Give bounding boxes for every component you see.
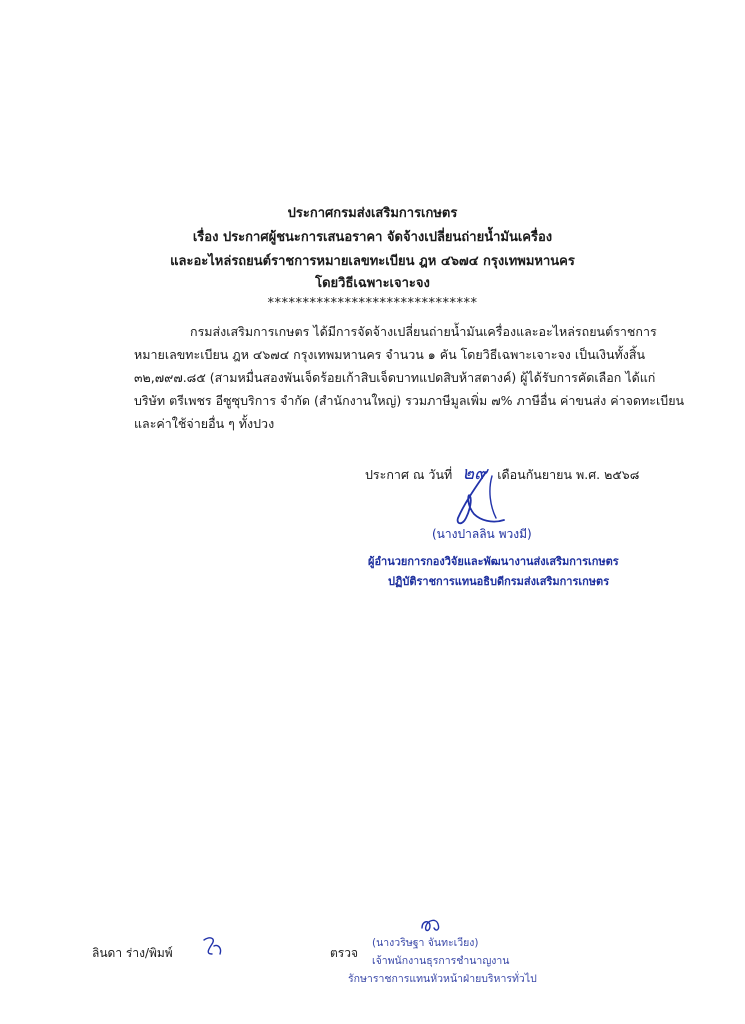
checker-label: ตรวจ bbox=[330, 946, 359, 960]
date-prefix: ประกาศ ณ วันที่ bbox=[365, 467, 453, 482]
date-suffix: เดือนกันยายน พ.ศ. ๒๕๖๘ bbox=[497, 467, 640, 482]
checker-name: (นางวริษฐา จันทะเวียง) bbox=[372, 937, 479, 949]
header-line-4: โดยวิธีเฉพาะเจาะจง bbox=[315, 276, 430, 291]
drafter-initial-mark bbox=[200, 934, 226, 958]
header-line-2: เรื่อง ประกาศผู้ชนะการเสนอราคา จัดจ้างเปลี่ยนถ่ายน้ำมันเครื่อง bbox=[192, 230, 553, 245]
date-day-handwritten: ๒๙ bbox=[462, 463, 488, 484]
body-line-5: และค่าใช้จ่ายอื่น ๆ ทั้งปวง bbox=[134, 416, 275, 431]
signature-mark bbox=[448, 470, 518, 530]
body-line-4: บริษัท ตรีเพชร อีซูซุบริการ จำกัด (สำนักงานใหญ่) รวมภาษีมูลเพิ่ม ๗% ภาษีอื่น ค่าขนส่ง ค่าจดทะเบียน bbox=[134, 393, 685, 408]
drafter-label: ลินดา ร่าง/พิมพ์ bbox=[92, 946, 173, 960]
signatory-position-2: ปฏิบัติราชการแทนอธิบดีกรมส่งเสริมการเกษตร bbox=[388, 575, 610, 588]
header-line-1: ประกาศกรมส่งเสริมการเกษตร bbox=[287, 206, 458, 221]
checker-position-2: รักษาราชการแทนหัวหน้าฝ่ายบริหารทั่วไป bbox=[348, 973, 537, 985]
checker-position-1: เจ้าพนักงานธุรการชำนาญงาน bbox=[372, 955, 510, 967]
header-line-3: และอะไหล่รถยนต์ราชการหมายเลขทะเบียน ฎห ๔๖๗๔ กรุงเทพมหานคร bbox=[170, 254, 575, 269]
body-line-3: ๓๒,๗๙๗.๘๕ (สามหมื่นสองพันเจ็ดร้อยเก้าสิบเจ็ดบาทแปดสิบห้าสตางค์) ผู้ได้รับการคัดเลือก ได้แก่ bbox=[134, 370, 656, 385]
checker-initial-mark bbox=[418, 914, 444, 936]
signatory-position-1: ผู้อำนวยการกองวิจัยและพัฒนางานส่งเสริมการเกษตร bbox=[368, 555, 619, 568]
body-line-1: กรมส่งเสริมการเกษตร ได้มีการจัดจ้างเปลี่ยนถ่ายน้ำมันเครื่องและอะไหล่รถยนต์ราชการ bbox=[190, 324, 657, 339]
signatory-name: (นางปาลลิน พวงมี) bbox=[432, 527, 532, 541]
body-line-2: หมายเลขทะเบียน ฎห ๔๖๗๔ กรุงเทพมหานคร จำนวน ๑ คัน โดยวิธีเฉพาะเจาะจง เป็นเงินทั้งสิ้น bbox=[134, 347, 646, 362]
header-separator: ****************************** bbox=[267, 296, 478, 311]
